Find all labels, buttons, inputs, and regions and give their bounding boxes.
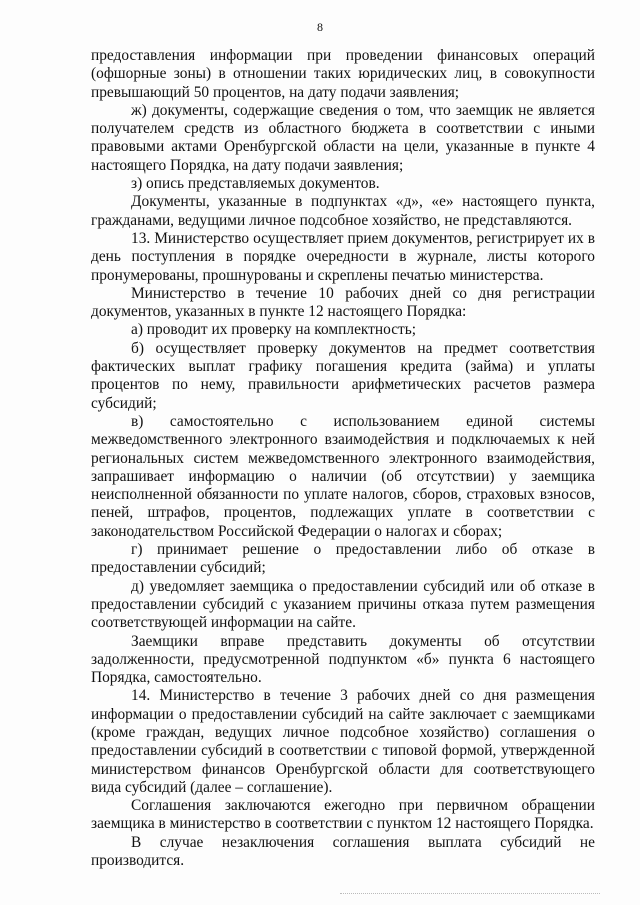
paragraph-continuation: предоставления информации при проведении финансовых операций (офшорные зоны) в отношении таких юридических лиц, в совокупности превышающий 50 процентов, на дату подачи заявления; <box>91 47 595 101</box>
document-body <box>91 47 595 870</box>
paragraph-no-agreement: В случае незаключения соглашения выплата субсидий не производится. <box>91 833 595 870</box>
list-item-a: а) проводит их проверку на комплектность; <box>131 321 417 339</box>
paragraph-agreements: Соглашения заключаются ежегодно при первичном обращении заемщика в министерство в соответствии с пунктом 12 настоящего Порядка. <box>91 797 595 833</box>
list-item-v: в) самостоятельно с использованием единой системы межведомственного электронного взаимодействия и подключаемых к ней региональных систем межведомственного электронного взаимодействия, запрашивает информацию о наличии (об отсутствии) у заемщика неисполненной обязанности по уплате налогов, сборов, страховых взносов, пеней, штрафов, процентов, подлежащих уплате в соответствии с законодательством Российской Федерации о налогах и сборах; <box>91 412 595 540</box>
paragraph-ministry-review: Министерство в течение 10 рабочих дней со дня регистрации документов, указанных в пункте 12 настоящего Порядка: <box>91 284 595 321</box>
list-item-b: б) осуществляет проверку документов на предмет соответствия фактических выплат графику погашения кредита (займа) и уплаты процентов по нему, правильности арифметических расчетов размера субсидий; <box>91 339 595 412</box>
list-item-g: г) принимает решение о предоставлении либо об отказе в предоставлении субсидий; <box>91 541 595 577</box>
list-item-d: д) уведомляет заемщика о предоставлении субсидий или об отказе в предоставлении субсидий с указанием причины отказа путем размещения соответствующей информации на сайте. <box>91 577 595 632</box>
paragraph-14: 14. Министерство в течение 3 рабочих дней со дня размещения информации о предоставлении субсидий на сайте заключает с заемщиками (кроме граждан, ведущих личное подсобное хозяйство) соглашения о предоставлении субсидий в соответствии с типовой формой, утвержденной министерством финансов Оренбургской области для соответствующего вида субсидий (далее – соглашение). <box>91 687 595 796</box>
list-item-zh: ж) документы, содержащие сведения о том, что заемщик не является получателем средств из областного бюджета в соответствии с иными правовыми актами Оренбургской области на цели, указанные в пункте 4 настоящего Порядка, на дату подачи заявления; <box>91 101 595 174</box>
paragraph-borrowers-right: Заемщики вправе представить документы об отсутствии задолженности, предусмотренной подпунктом «б» пункта 6 настоящего Порядка, самостоятельно. <box>91 632 595 687</box>
page-number: 8 <box>317 20 323 34</box>
list-item-z: з) опись представляемых документов. <box>131 175 380 193</box>
paragraph-13: 13. Министерство осуществляет прием документов, регистрирует их в день поступления в порядке очередности в журнале, листы которого пронумерованы, прошнурованы и скреплены печатью министерства. <box>91 229 595 284</box>
paragraph-documents-note: Документы, указанные в подпунктах «д», «е» настоящего пункта, гражданами, ведущими личное подсобное хозяйство, не представляются. <box>91 193 595 229</box>
scan-footer-marks <box>340 893 600 898</box>
